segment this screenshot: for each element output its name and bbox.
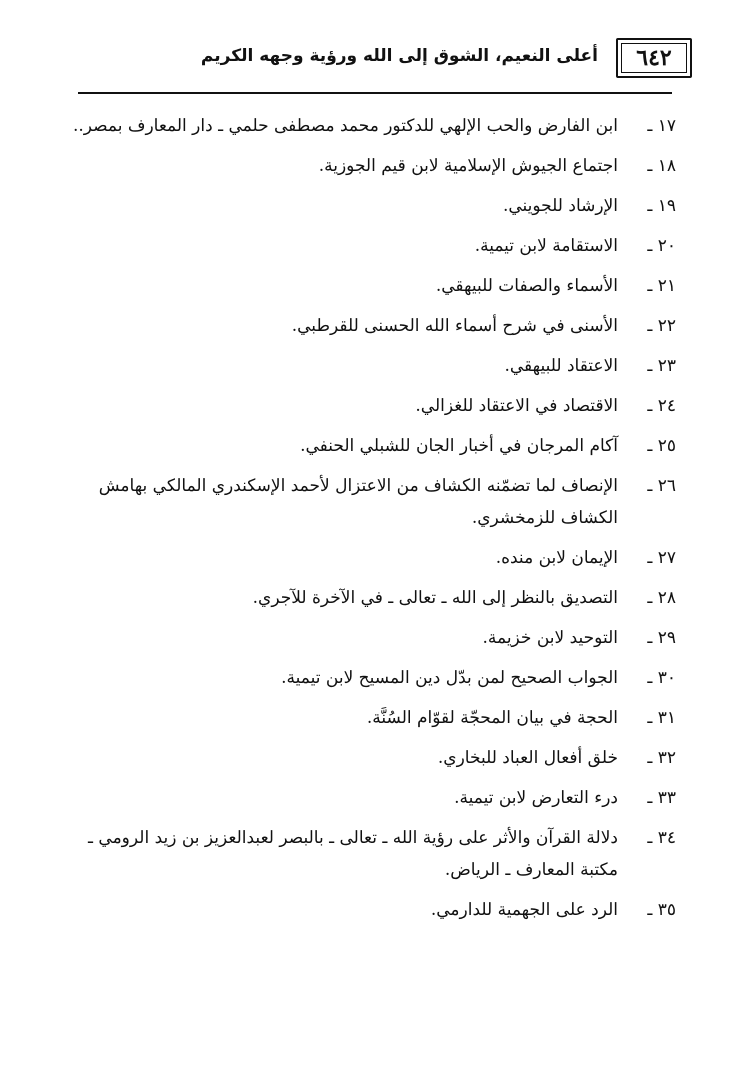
- reference-number: ٣٥ ـ: [647, 900, 676, 920]
- reference-text: خلق أفعال العباد للبخاري.: [437, 748, 618, 768]
- reference-number: ٢٠ ـ: [647, 236, 676, 256]
- reference-text: الاستقامة لابن تيمية.: [474, 236, 618, 256]
- reference-item: [60, 582, 676, 614]
- reference-number: ٣٠ ـ: [647, 668, 676, 688]
- reference-text: الاقتصاد في الاعتقاد للغزالي.: [415, 396, 618, 416]
- reference-item: [60, 230, 676, 262]
- reference-text: الأسماء والصفات للبيهقي.: [435, 276, 618, 296]
- reference-number: ٢٩ ـ: [647, 628, 676, 648]
- reference-item: [60, 894, 676, 926]
- reference-item: [60, 270, 676, 302]
- reference-number: ١٩ ـ: [647, 196, 676, 216]
- reference-text: الإنصاف لما تضمّنه الكشاف من الاعتزال لأحمد الإسكندري المالكي بهامش الكشاف للزمخشري.: [98, 476, 618, 528]
- reference-number: ٢٨ ـ: [647, 588, 676, 608]
- reference-item: [60, 662, 676, 694]
- reference-text: اجتماع الجيوش الإسلامية لابن قيم الجوزية.: [318, 156, 618, 176]
- reference-number: ٣١ ـ: [647, 708, 676, 728]
- reference-text: الاعتقاد للبيهقي.: [504, 356, 618, 376]
- reference-text: التوحيد لابن خزيمة.: [482, 628, 618, 648]
- page-header: [60, 28, 700, 88]
- reference-text: ابن الفارض والحب الإلهي للدكتور محمد مصطفى حلمي ـ دار المعارف بمصر..: [72, 116, 618, 136]
- reference-text: الإرشاد للجويني.: [502, 196, 618, 216]
- reference-item: [60, 470, 676, 534]
- reference-number: ٢٥ ـ: [647, 436, 676, 456]
- references-list: [60, 110, 676, 934]
- reference-text: درء التعارض لابن تيمية.: [454, 788, 618, 808]
- reference-number: ٢٢ ـ: [647, 316, 676, 336]
- reference-text: الإيمان لابن منده.: [495, 548, 618, 568]
- reference-text: الجواب الصحيح لمن بدّل دين المسيح لابن تيمية.: [281, 668, 618, 688]
- reference-number: ٣٣ ـ: [647, 788, 676, 808]
- page-number-text: ٦٤٢: [636, 45, 672, 71]
- header-rule: [78, 92, 672, 94]
- reference-item: [60, 390, 676, 422]
- reference-item: [60, 190, 676, 222]
- reference-number: ١٧ ـ: [647, 116, 676, 136]
- reference-item: [60, 350, 676, 382]
- reference-item: [60, 622, 676, 654]
- reference-item: [60, 822, 676, 886]
- reference-item: [60, 150, 676, 182]
- page-number: [616, 38, 692, 78]
- reference-text: آكام المرجان في أخبار الجان للشبلي الحنفي.: [300, 436, 618, 456]
- reference-text: الحجة في بيان المحجّة لقوّام السُنَّة.: [366, 708, 618, 728]
- reference-number: ٢٦ ـ: [647, 476, 676, 496]
- reference-text: دلالة القرآن والأثر على رؤية الله ـ تعالى ـ بالبصر لعبدالعزيز بن زيد الرومي ـ مكتبة المعارف ـ الرياض.: [88, 828, 618, 880]
- reference-item: [60, 542, 676, 574]
- reference-number: ٢٣ ـ: [647, 356, 676, 376]
- reference-text: الرد على الجهمية للدارمي.: [430, 900, 618, 920]
- reference-text: الأسنى في شرح أسماء الله الحسنى للقرطبي.: [291, 316, 618, 336]
- reference-number: ٣٢ ـ: [647, 748, 676, 768]
- reference-item: [60, 430, 676, 462]
- reference-text: التصديق بالنظر إلى الله ـ تعالى ـ في الآخرة للآجري.: [252, 588, 618, 608]
- running-title: أعلى النعيم، الشوق إلى الله ورؤية وجهه الكريم: [200, 46, 598, 66]
- reference-number: ٣٤ ـ: [647, 828, 676, 848]
- reference-number: ٢٧ ـ: [647, 548, 676, 568]
- reference-number: ٢١ ـ: [647, 276, 676, 296]
- reference-item: [60, 310, 676, 342]
- reference-item: [60, 702, 676, 734]
- reference-item: [60, 782, 676, 814]
- reference-item: [60, 110, 676, 142]
- reference-number: ١٨ ـ: [647, 156, 676, 176]
- reference-number: ٢٤ ـ: [647, 396, 676, 416]
- reference-item: [60, 742, 676, 774]
